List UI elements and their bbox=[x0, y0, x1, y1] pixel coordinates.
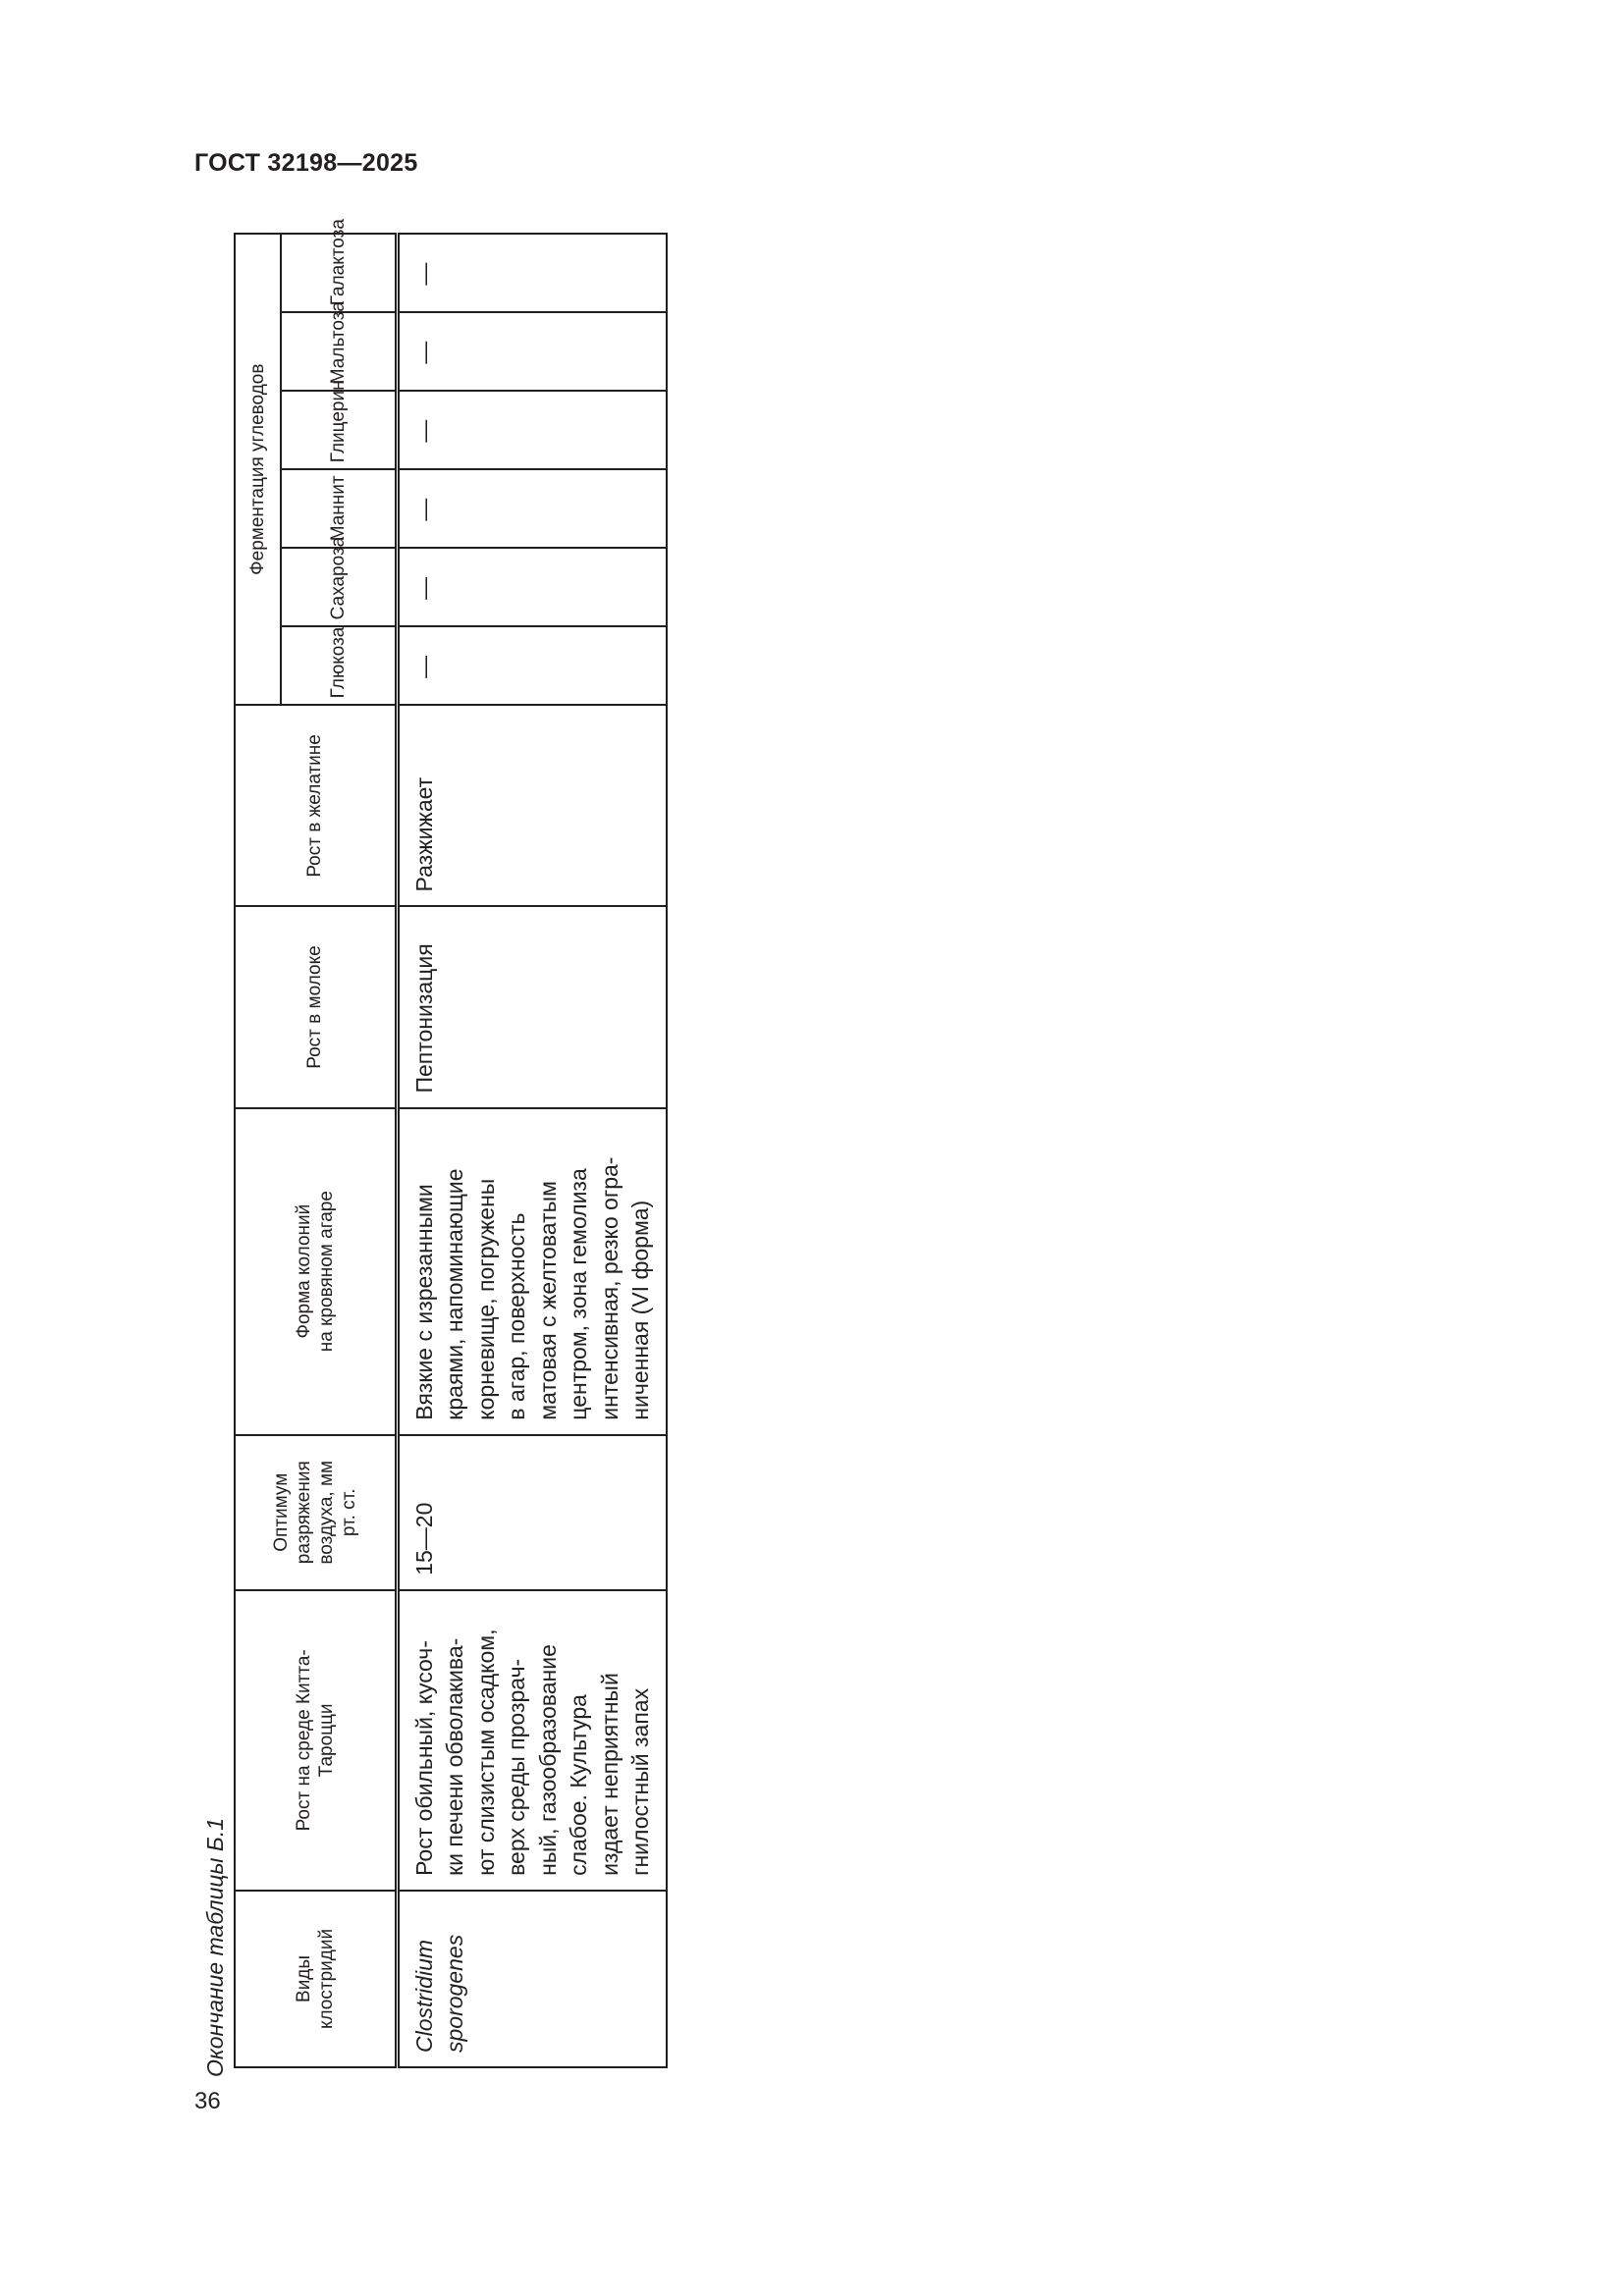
header-sucrose: Сахароза bbox=[281, 548, 397, 626]
rotated-table-container bbox=[234, 219, 668, 2068]
cell-glycerol: — bbox=[397, 391, 667, 469]
header-glycerol: Глицерин bbox=[281, 391, 397, 469]
header-species: Виды клостридий bbox=[235, 1891, 397, 2067]
cell-optimum-vacuum: 15—20 bbox=[397, 1435, 667, 1590]
cell-colony-form: Вязкие с изрезанными краями, напоминающие корневище, погружены в агар, поверхность матовая с желтоватым центром, зона гемолиза интенсивная, резко огра- ниченная (VI форма) bbox=[397, 1108, 667, 1435]
header-fermentation-group: Ферментация углеводов bbox=[235, 234, 281, 705]
page-number: 36 bbox=[194, 2088, 221, 2114]
cell-glucose: — bbox=[397, 626, 667, 705]
cell-mannitol: — bbox=[397, 469, 667, 548]
header-gelatin-growth: Рост в желатине bbox=[235, 705, 397, 906]
header-kitt-tarozzi: Рост на среде Китта- Тароцци bbox=[235, 1590, 397, 1891]
cell-maltose: — bbox=[397, 312, 667, 391]
document-header: ГОСТ 32198—2025 bbox=[194, 149, 418, 177]
cell-species: Clostridium sporogenes bbox=[397, 1891, 667, 2067]
cell-kitt-tarozzi: Рост обильный, кусоч- ки печени обволакива- ют слизистым осадком, верх среды прозрач- ный, газообразование слабое. Культура издает неприятный гнилостный запах bbox=[397, 1590, 667, 1891]
cell-galactose: — bbox=[397, 234, 667, 312]
header-optimum-vacuum: Оптимум разряжения воздуха, мм рт. ст. bbox=[235, 1435, 397, 1590]
cell-milk-growth: Пептонизация bbox=[397, 906, 667, 1107]
header-mannitol: Маннит bbox=[281, 469, 397, 548]
header-galactose: Галактоза bbox=[281, 234, 397, 312]
table-row bbox=[397, 234, 667, 2067]
clostridia-table bbox=[234, 219, 668, 2068]
header-colony-form: Форма колоний на кровяном агаре bbox=[235, 1108, 397, 1435]
header-maltose: Мальтоза bbox=[281, 312, 397, 391]
table-caption: Окончание таблицы Б.1 bbox=[202, 1817, 228, 2077]
header-milk-growth: Рост в молоке bbox=[235, 906, 397, 1107]
header-glucose: Глюкоза bbox=[281, 626, 397, 705]
cell-sucrose: — bbox=[397, 548, 667, 626]
cell-gelatin-growth: Разжижает bbox=[397, 705, 667, 906]
